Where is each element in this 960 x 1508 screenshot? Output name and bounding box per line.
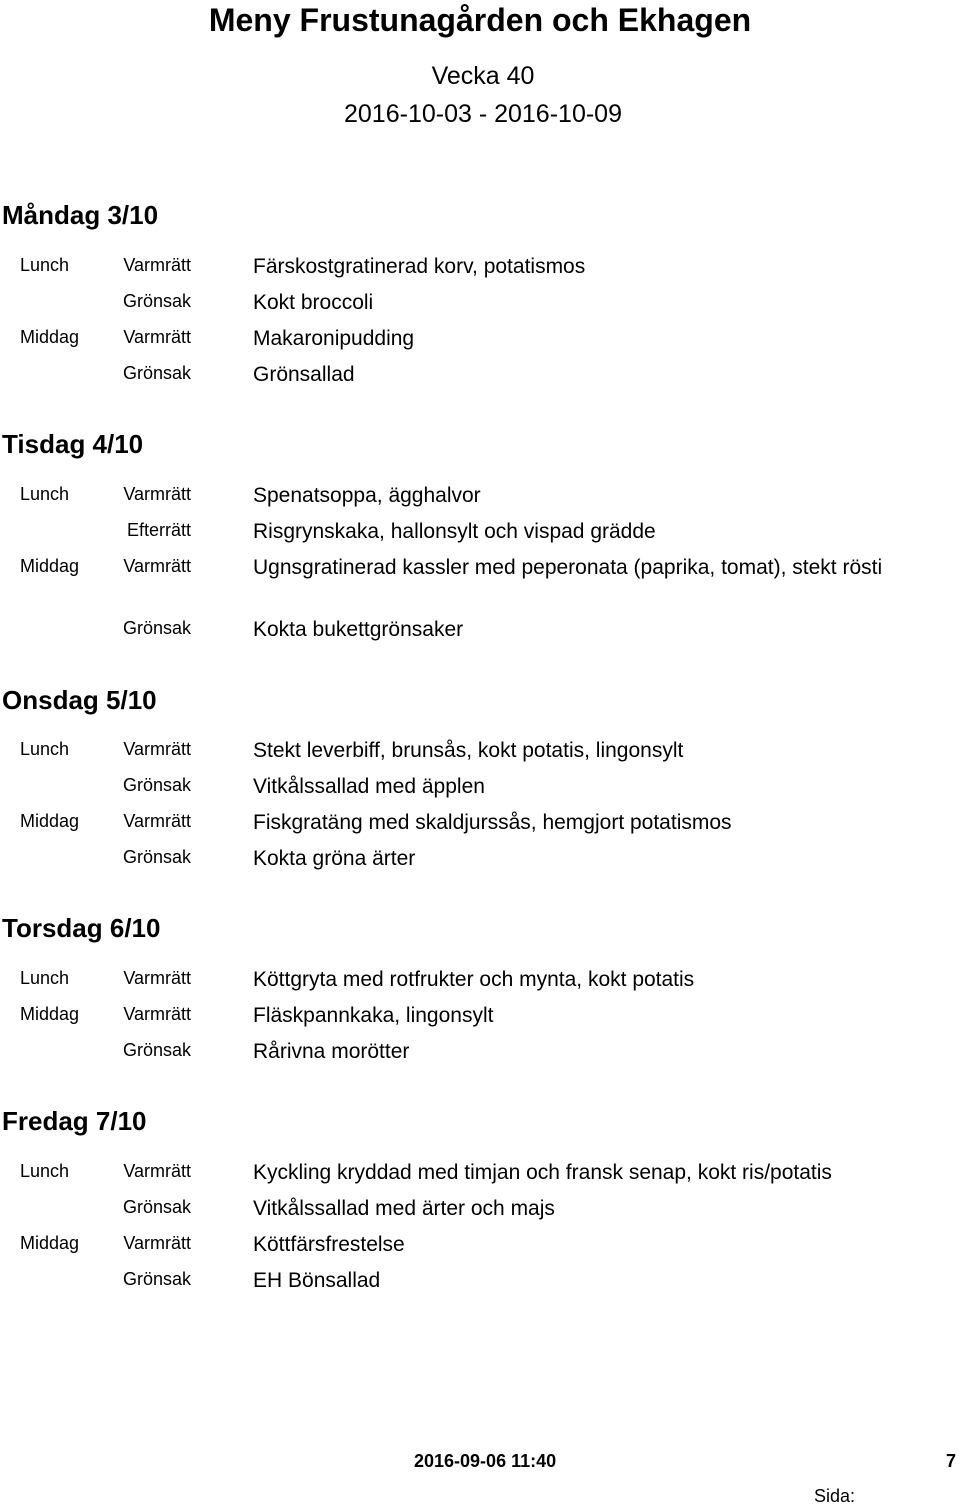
footer-page-number: 7 <box>946 1451 957 1471</box>
meal-label: Lunch <box>20 1161 70 1181</box>
dish-text: Kyckling kryddad med timjan och fransk senap, kokt ris/potatis <box>253 1161 832 1184</box>
category-label: Grönsak <box>122 775 191 795</box>
dish-text: Fiskgratäng med skaldjurssås, hemgjort potatismos <box>253 811 732 834</box>
category-label: Varmrätt <box>123 968 191 988</box>
dish-text: Risgrynskaka, hallonsylt och vispad grädde <box>253 520 656 543</box>
meal-label: Lunch <box>20 739 70 759</box>
day-title: Måndag 3/10 <box>2 200 159 230</box>
category-label: Grönsak <box>122 291 191 311</box>
day-title: Torsdag 6/10 <box>2 913 161 943</box>
dish-text: Köttfärsfrestelse <box>253 1233 405 1256</box>
category-label: Varmrätt <box>123 556 191 576</box>
category-label: Varmrätt <box>123 484 191 504</box>
category-label: Efterrätt <box>126 520 191 540</box>
meal-label: Middag <box>20 1004 80 1024</box>
dish-text: Spenatsoppa, ägghalvor <box>253 484 481 507</box>
category-label: Varmrätt <box>123 1233 191 1253</box>
week-label: Vecka 40 <box>431 62 535 90</box>
meal-label: Lunch <box>20 255 70 275</box>
dish-text: Köttgryta med rotfrukter och mynta, kokt potatis <box>253 968 695 991</box>
category-label: Grönsak <box>122 1269 191 1289</box>
day-title: Fredag 7/10 <box>2 1106 147 1136</box>
dish-text: Kokta gröna ärter <box>253 847 416 870</box>
category-label: Varmrätt <box>123 739 191 759</box>
category-label: Grönsak <box>122 1040 191 1060</box>
meal-label: Middag <box>20 556 80 576</box>
day-title: Tisdag 4/10 <box>2 429 144 459</box>
date-range: 2016-10-03 - 2016-10-09 <box>344 100 622 128</box>
meal-label: Lunch <box>20 484 70 504</box>
category-label: Grönsak <box>122 363 191 383</box>
day-title: Onsdag 5/10 <box>2 685 157 715</box>
dish-text: Kokt broccoli <box>253 291 374 314</box>
dish-text: Grönsallad <box>253 363 355 386</box>
meal-label: Middag <box>20 327 80 347</box>
meal-label: Middag <box>20 811 80 831</box>
dish-text: Fläskpannkaka, lingonsylt <box>253 1004 494 1027</box>
dish-text: Vitkålssallad med äpplen <box>253 775 485 798</box>
dish-text: Ugnsgratinerad kassler med peperonata (paprika, tomat), stekt rösti <box>253 556 883 579</box>
category-label: Grönsak <box>122 1197 191 1217</box>
category-label: Varmrätt <box>123 327 191 347</box>
footer-timestamp: 2016-09-06 11:40 <box>414 1451 557 1471</box>
dish-text: EH Bönsallad <box>253 1269 381 1292</box>
meal-label: Lunch <box>20 968 70 988</box>
category-label: Varmrätt <box>123 1004 191 1024</box>
page-title: Meny Frustunagården och Ekhagen <box>208 2 752 38</box>
meal-label: Middag <box>20 1233 80 1253</box>
dish-text: Vitkålssallad med ärter och majs <box>253 1197 555 1220</box>
dish-text: Färskostgratinerad korv, potatismos <box>253 255 586 278</box>
dish-text: Rårivna morötter <box>253 1040 410 1063</box>
category-label: Grönsak <box>122 618 191 638</box>
category-label: Grönsak <box>122 847 191 867</box>
category-label: Varmrätt <box>123 1161 191 1181</box>
category-label: Varmrätt <box>123 255 191 275</box>
footer-page-label: Sida: <box>814 1486 856 1506</box>
dish-text: Kokta bukettgrönsaker <box>253 618 464 641</box>
dish-text: Makaronipudding <box>253 327 415 350</box>
category-label: Varmrätt <box>123 811 191 831</box>
dish-text: Stekt leverbiff, brunsås, kokt potatis, lingonsylt <box>253 739 684 762</box>
